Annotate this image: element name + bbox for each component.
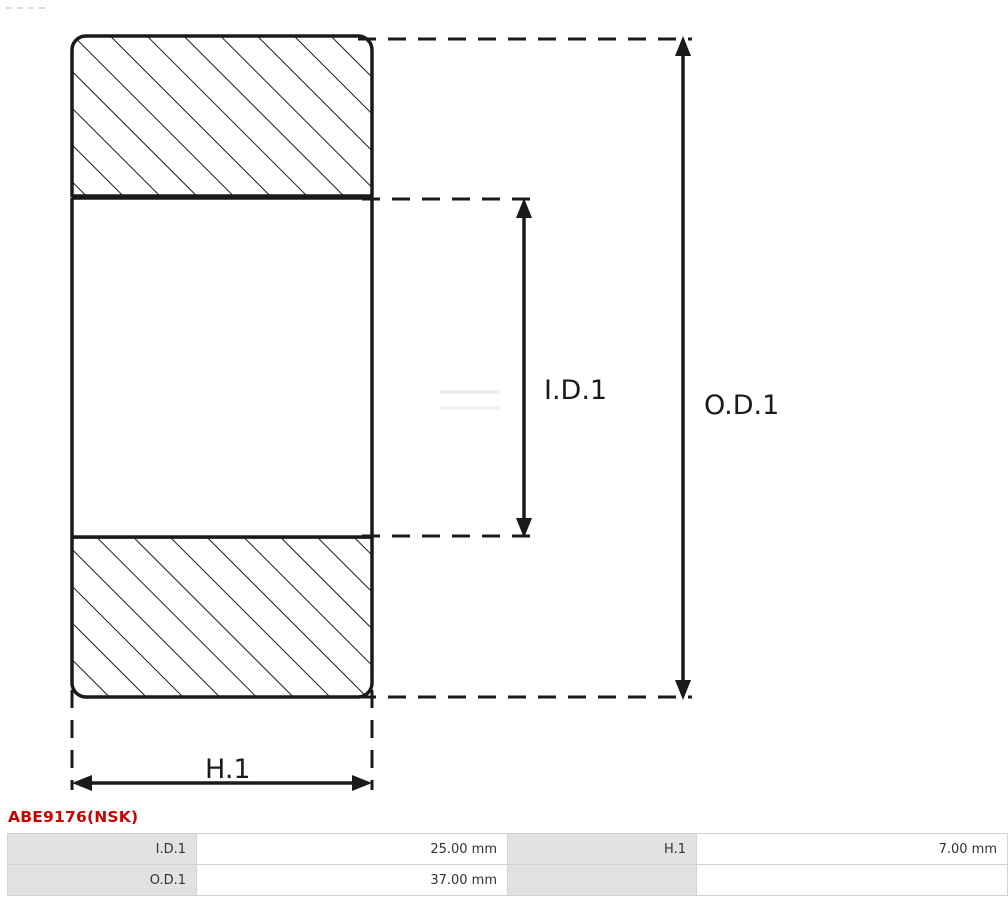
outer-race-bottom — [70, 535, 374, 699]
outer-race-top — [70, 34, 374, 198]
spec-label-id1: I.D.1 — [8, 834, 197, 865]
od-label: O.D.1 — [704, 390, 780, 421]
spec-label-od1: O.D.1 — [8, 865, 197, 896]
part-spec-section — [0, 808, 997, 896]
table-row — [8, 834, 1008, 865]
spec-label-empty — [508, 865, 697, 896]
table-row — [8, 865, 1008, 896]
h-label: H.1 — [205, 754, 251, 785]
inner-bore-body — [72, 198, 372, 537]
id-dimension-arrow — [516, 198, 532, 538]
spec-value-h1: 7.00 mm — [697, 834, 1008, 865]
id-extension-lines — [362, 199, 534, 536]
spec-value-od1: 37.00 mm — [197, 865, 508, 896]
spec-value-id1: 25.00 mm — [197, 834, 508, 865]
od-dimension-arrow — [675, 36, 691, 700]
id-label: I.D.1 — [544, 375, 608, 406]
spec-label-h1: H.1 — [508, 834, 697, 865]
spec-table — [7, 833, 1008, 896]
faint-mark — [440, 392, 500, 408]
spec-value-empty — [697, 865, 1008, 896]
part-number: ABE9176(NSK) — [8, 808, 139, 826]
